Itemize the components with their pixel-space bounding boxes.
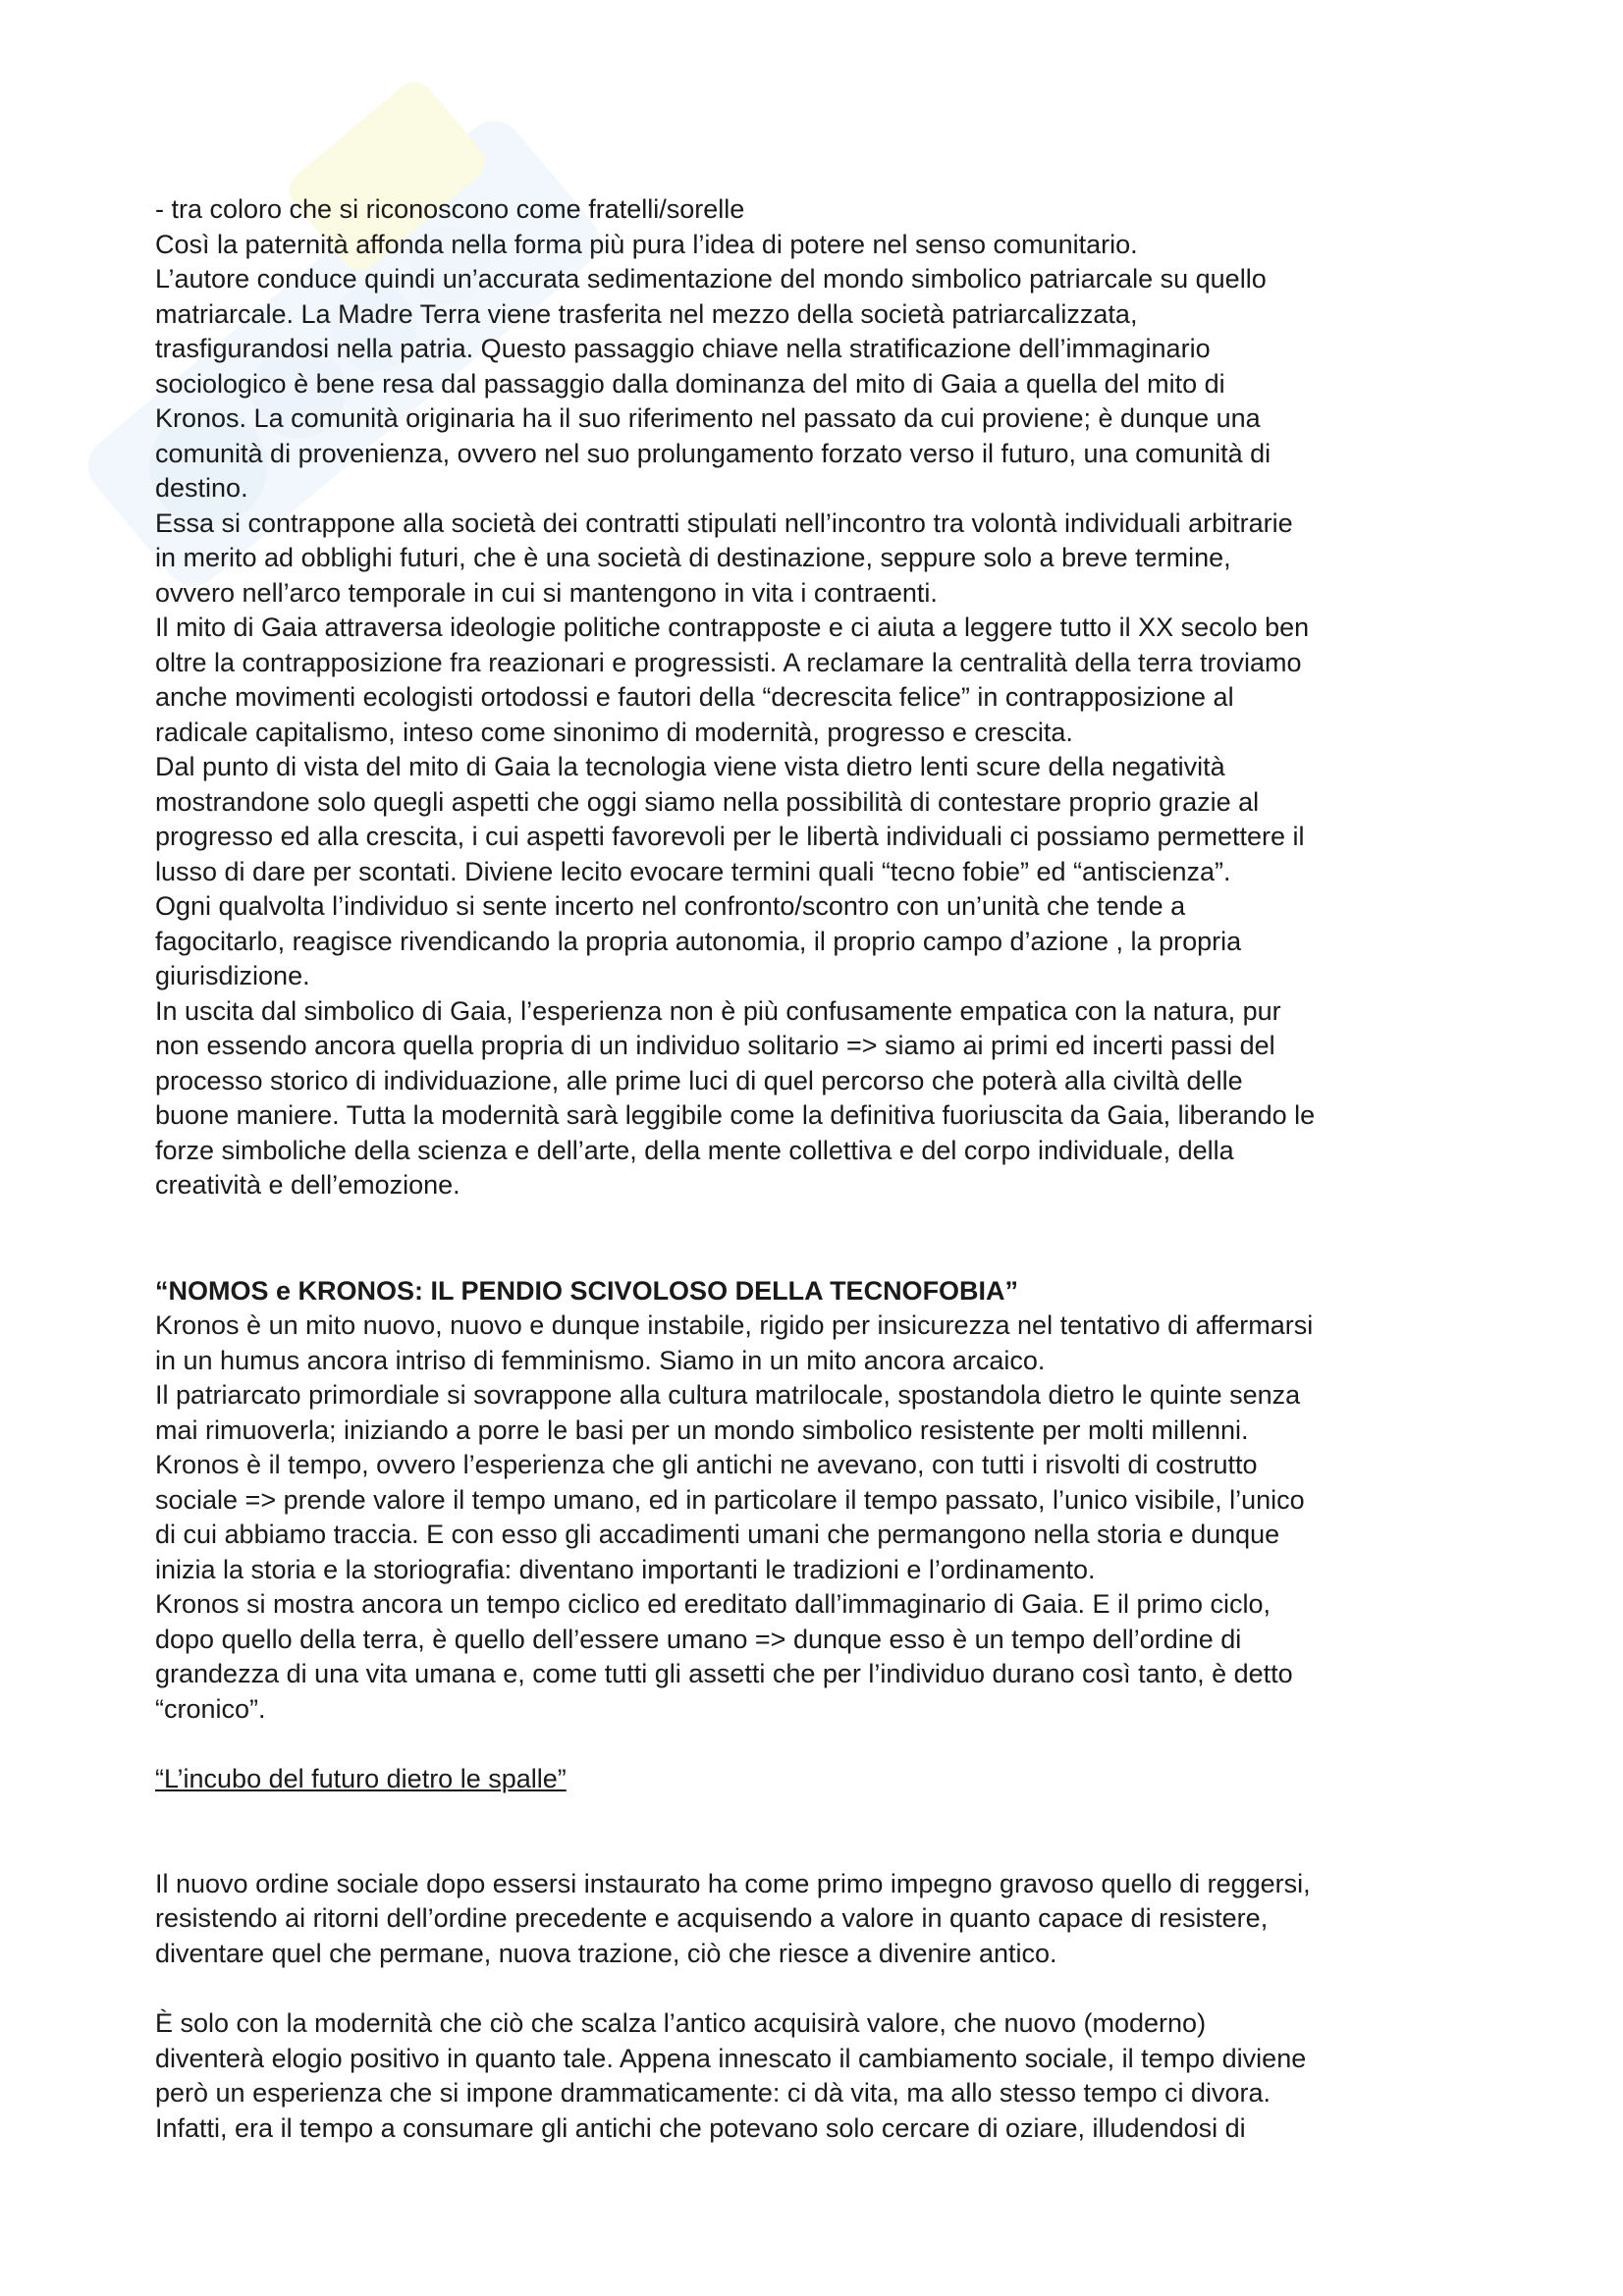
- text-line: di cui abbiamo traccia. E con esso gli accadimenti umani che permangono nella storia e dunque: [155, 1520, 1280, 1549]
- text-line: forze simboliche della scienza e dell’arte, della mente collettiva e del corpo individuale, della: [155, 1135, 1234, 1165]
- section-heading: “NOMOS e KRONOS: IL PENDIO SCIVOLOSO DELLA TECNOFOBIA”: [155, 1275, 1019, 1306]
- subsection-heading: “L’incubo del futuro dietro le spalle”: [155, 1764, 567, 1793]
- subsection-paragraphs-2: [155, 2006, 1490, 2146]
- text-line: Il mito di Gaia attraversa ideologie politiche contrapposte e ci aiuta a leggere tutto il XX secolo ben: [155, 613, 1310, 642]
- paragraph: [155, 1587, 1490, 1727]
- text-line: inizia la storia e la storiografia: diventano importanti le tradizioni e l’ordinamento.: [155, 1554, 1096, 1584]
- text-line: “cronico”.: [155, 1693, 266, 1724]
- text-line: in merito ad obblighi futuri, che è una società di destinazione, seppure solo a breve termine,: [155, 543, 1231, 572]
- text-line: sociologico è bene resa dal passaggio dalla dominanza del mito di Gaia a quella del mito di: [155, 368, 1225, 399]
- text-line: creatività e dell’emozione.: [155, 1170, 460, 1200]
- text-line: fagocitarlo, reagisce rivendicando la propria autonomia, il proprio campo d’azione , la propria: [155, 926, 1242, 956]
- text-line: Kronos si mostra ancora un tempo ciclico ed ereditato dall’immaginario di Gaia. E il primo ciclo,: [155, 1589, 1271, 1619]
- text-line: Così la paternità affonda nella forma più pura l’idea di potere nel senso comunitario.: [155, 229, 1138, 259]
- text-line: mostrandone solo quegli aspetti che oggi siamo nella possibilità di contestare proprio grazie al: [155, 786, 1260, 817]
- text-line: processo storico di individuazione, alle prime luci di quel percorso che poterà alla civiltà delle: [155, 1065, 1243, 1095]
- paragraph: [155, 889, 1490, 994]
- top-paragraphs: [155, 192, 1490, 1203]
- paragraph: [155, 611, 1490, 750]
- text-line: Infatti, era il tempo a consumare gli antichi che potevano solo cercare di oziare, illudendosi di: [155, 2112, 1246, 2143]
- paragraph: [155, 1378, 1490, 1448]
- text-line: resistendo ai ritorni dell’ordine precedente e acquisendo a valore in quanto capace di resistere,: [155, 1903, 1269, 1933]
- paragraph: [155, 507, 1490, 612]
- text-line: - tra coloro che si riconoscono come fratelli/sorelle: [155, 194, 745, 224]
- paragraph: [155, 1448, 1490, 1587]
- text-line: in un humus ancora intriso di femminismo. Siamo in un mito ancora arcaico.: [155, 1345, 1046, 1375]
- spacer: [155, 1971, 1490, 2006]
- text-line: Kronos. La comunità originaria ha il suo riferimento nel passato da cui proviene; è dunque una: [155, 403, 1261, 433]
- text-line: radicale capitalismo, inteso come sinonimo di modernità, progresso e crescita.: [155, 717, 1073, 747]
- text-line: giurisdizione.: [155, 961, 310, 990]
- text-line: anche movimenti ecologisti ortodossi e fautori della “decrescita felice” in contrapposizione al: [155, 682, 1234, 712]
- text-line: non essendo ancora quella propria di un individuo solitario => siamo ai primi ed incerti passi del: [155, 1031, 1275, 1060]
- section-paragraphs: [155, 1308, 1490, 1727]
- text-line: Dal punto di vista del mito di Gaia la tecnologia viene vista dietro lenti scure della negatività: [155, 752, 1225, 781]
- paragraph: [155, 192, 1490, 228]
- text-line: In uscita dal simbolico di Gaia, l’esperienza non è più confusamente empatica con la natura, pur: [155, 995, 1281, 1026]
- text-line: Essa si contrappone alla società dei contratti stipulati nell’incontro tra volontà individuali arbitrarie: [155, 507, 1293, 538]
- spacer: [155, 1727, 1490, 1762]
- spacer: [155, 1203, 1490, 1274]
- paragraph: [155, 2006, 1490, 2146]
- text-line: Il patriarcato primordiale si sovrappone alla cultura matrilocale, spostandola dietro le quinte senza: [155, 1380, 1301, 1410]
- text-line: L’autore conduce quindi un’accurata sedimentazione del mondo simbolico patriarcale su quello: [155, 264, 1267, 294]
- spacer: [155, 1797, 1490, 1867]
- text-line: progresso ed alla crescita, i cui aspetti favorevoli per le libertà individuali ci possiamo permettere il: [155, 822, 1305, 851]
- text-line: Kronos è un mito nuovo, nuovo e dunque instabile, rigido per insicurezza nel tentativo di affermarsi: [155, 1310, 1314, 1340]
- text-line: trasfigurandosi nella patria. Questo passaggio chiave nella stratificazione dell’immaginario: [155, 334, 1211, 363]
- text-line: Ogni qualvolta l’individuo si sente incerto nel confronto/scontro con un’unità che tende a: [155, 891, 1186, 921]
- text-line: lusso di dare per scontati. Diviene lecito evocare termini quali “tecno fobie” ed “antiscienza”.: [155, 856, 1231, 886]
- text-line: È solo con la modernità che ciò che scalza l’antico acquisirà valore, che nuovo (moderno): [155, 2008, 1207, 2038]
- text-line: Kronos è il tempo, ovvero l’esperienza che gli antichi ne avevano, con tutti i risvolti di costrutto: [155, 1450, 1258, 1479]
- paragraph: [155, 1867, 1490, 1972]
- paragraph: [155, 750, 1490, 889]
- document-body: [155, 192, 1490, 2146]
- subsection-paragraphs-1: [155, 1867, 1490, 1972]
- paragraph: [155, 228, 1490, 263]
- text-line: buone maniere. Tutta la modernità sarà leggibile come la definitiva fuoriuscita da Gaia, liberando le: [155, 1100, 1316, 1130]
- paragraph: [155, 262, 1490, 507]
- text-line: Il nuovo ordine sociale dopo essersi instaurato ha come primo impegno gravoso quello di reggersi,: [155, 1868, 1311, 1898]
- text-line: però un esperienza che si impone drammaticamente: ci dà vita, ma allo stesso tempo ci divora.: [155, 2078, 1271, 2108]
- text-line: ovvero nell’arco temporale in cui si mantengono in vita i contraenti.: [155, 577, 938, 608]
- text-line: destino.: [155, 473, 248, 503]
- paragraph: [155, 994, 1490, 1203]
- text-line: matriarcale. La Madre Terra viene trasferita nel mezzo della società patriarcalizzata,: [155, 298, 1138, 329]
- text-line: sociale => prende valore il tempo umano, ed in particolare il tempo passato, l’unico visibile, l’unico: [155, 1484, 1305, 1515]
- text-line: mai rimuoverla; iniziando a porre le basi per un mondo simbolico resistente per molti millenni.: [155, 1415, 1249, 1445]
- paragraph: [155, 1308, 1490, 1378]
- text-line: comunità di provenienza, ovvero nel suo prolungamento forzato verso il futuro, una comunità di: [155, 438, 1271, 468]
- text-line: grandezza di una vita umana e, come tutti gli assetti che per l’individuo durano così tanto, è detto: [155, 1659, 1293, 1688]
- text-line: diventare quel che permane, nuova trazione, ciò che riesce a divenire antico.: [155, 1938, 1057, 1968]
- text-line: dopo quello della terra, è quello dell’essere umano => dunque esso è un tempo dell’ordine di: [155, 1624, 1242, 1654]
- text-line: diventerà elogio positivo in quanto tale. Appena innescato il cambiamento sociale, il tempo diviene: [155, 2043, 1307, 2073]
- text-line: oltre la contrapposizione fra reazionari e progressisti. A reclamare la centralità della terra troviamo: [155, 647, 1302, 677]
